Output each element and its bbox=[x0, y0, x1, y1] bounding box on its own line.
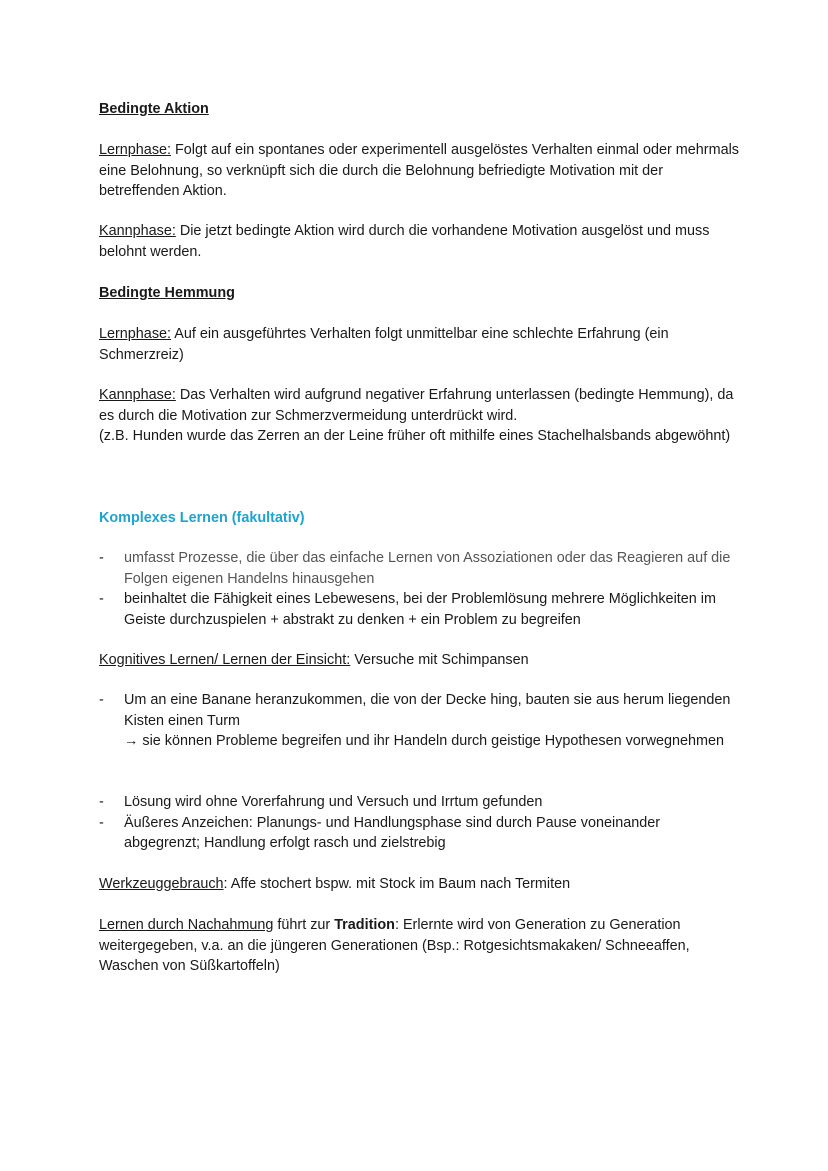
example-text: (z.B. Hunden wurde das Zerren an der Leine früher oft mithilfe eines Stachelhalsbands abgewöhnt) bbox=[99, 428, 731, 444]
list-item-text: Um an eine Banane heranzukommen, die von der Decke hing, bauten sie aus herum liegenden Kisten einen Turm bbox=[124, 692, 731, 729]
text-lernphase: Folgt auf ein spontanes oder experimentell ausgelöstes Verhalten einmal oder mehrmals eine Belohnung, so verknüpft sich die durch die Belohnung befriedigte Motivation mit der betreffenden Aktion. bbox=[99, 142, 739, 199]
term-tradition: Tradition bbox=[334, 917, 395, 933]
label-kannphase: Kannphase: bbox=[99, 223, 176, 239]
heading-komplexes-lernen: Komplexes Lernen (fakultativ) bbox=[99, 510, 305, 526]
list-kognitiv-2 bbox=[99, 792, 739, 854]
list-kognitiv-1 bbox=[99, 690, 739, 752]
text-nachahmung-2: : Erlernte wird von Generation zu Generation weitergegeben, v.a. an die jüngeren Generationen (Bsp.: Rotgesichtsmakaken/ Schneeaffen, Waschen von Süßkartoffeln) bbox=[99, 917, 690, 974]
text-kannphase: Das Verhalten wird aufgrund negativer Erfahrung unterlassen (bedingte Hemmung), da es durch die Motivation zur Schmerzvermeidung unterdrückt wird. bbox=[99, 387, 734, 424]
bullet-dash: - bbox=[99, 591, 104, 607]
arrow-text: sie können Probleme begreifen und ihr Handeln durch geistige Hypothesen vorwegnehmen bbox=[138, 733, 724, 749]
text-werkzeuggebrauch: : Affe stochert bspw. mit Stock im Baum nach Termiten bbox=[223, 876, 571, 892]
paragraph-aktion-lernphase bbox=[99, 140, 739, 202]
label-lernphase: Lernphase: bbox=[99, 142, 172, 158]
list-item-text: beinhaltet die Fähigkeit eines Lebewesens, bei der Problemlösung mehrere Möglichkeiten im Geiste durchzuspielen + abstrakt zu denken + ein Problem zu begreifen bbox=[124, 591, 716, 628]
list-item bbox=[99, 813, 739, 854]
label-nachahmung: Lernen durch Nachahmung bbox=[99, 917, 274, 933]
paragraph-kognitives-lernen bbox=[99, 650, 739, 671]
text-kannphase: Die jetzt bedingte Aktion wird durch die vorhandene Motivation ausgelöst und muss belohnt werden. bbox=[99, 223, 710, 260]
paragraph-hemmung-lernphase bbox=[99, 324, 739, 365]
label-kannphase: Kannphase: bbox=[99, 387, 176, 403]
text-lernphase: Auf ein ausgeführtes Verhalten folgt unmittelbar eine schlechte Erfahrung (ein Schmerzreiz) bbox=[99, 326, 669, 363]
label-werkzeuggebrauch: Werkzeuggebrauch bbox=[99, 876, 224, 892]
paragraph-aktion-kannphase bbox=[99, 221, 739, 262]
list-item bbox=[99, 589, 739, 630]
heading-bedingte-aktion: Bedingte Aktion bbox=[99, 101, 209, 117]
heading-bedingte-hemmung: Bedingte Hemmung bbox=[99, 285, 235, 301]
list-item-text: Äußeres Anzeichen: Planungs- und Handlungsphase sind durch Pause voneinander abgegrenzt; Handlung erfolgt rasch und zielstrebig bbox=[124, 814, 661, 851]
paragraph-hemmung-kannphase bbox=[99, 385, 739, 447]
paragraph-nachahmung bbox=[99, 915, 739, 977]
label-lernphase: Lernphase: bbox=[99, 326, 172, 342]
list-komplexes-lernen bbox=[99, 548, 739, 630]
list-item bbox=[99, 690, 739, 752]
list-item bbox=[99, 548, 739, 589]
list-item-text: umfasst Prozesse, die über das einfache Lernen von Assoziationen oder das Reagieren auf die Folgen eigenen Handelns hinausgehen bbox=[124, 550, 731, 587]
list-item-text: Lösung wird ohne Vorerfahrung und Versuch und Irrtum gefunden bbox=[124, 794, 543, 810]
list-item bbox=[99, 792, 739, 813]
arrow-icon: → bbox=[124, 733, 139, 749]
text-nachahmung-1: führt zur bbox=[273, 917, 335, 933]
label-kognitives-lernen: Kognitives Lernen/ Lernen der Einsicht: bbox=[99, 652, 351, 668]
text-kognitives-lernen: Versuche mit Schimpansen bbox=[350, 652, 529, 668]
bullet-dash: - bbox=[99, 550, 104, 566]
bullet-dash: - bbox=[99, 794, 104, 810]
bullet-dash: - bbox=[99, 692, 104, 708]
bullet-dash: - bbox=[99, 814, 104, 831]
paragraph-werkzeuggebrauch bbox=[99, 874, 739, 895]
